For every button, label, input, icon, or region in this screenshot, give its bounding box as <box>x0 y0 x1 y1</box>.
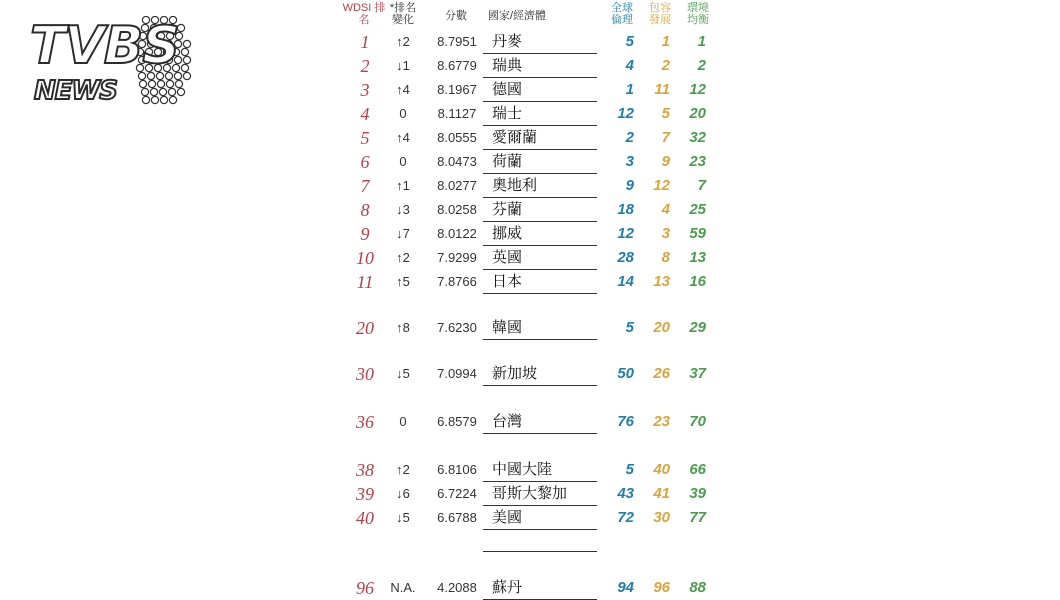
cell-inclusive: 26 <box>653 365 670 382</box>
cell-environment: 7 <box>697 177 706 194</box>
cell-global: 50 <box>617 365 634 382</box>
cell-rank: 2 <box>360 56 370 76</box>
cell-score: 6.8579 <box>437 414 477 429</box>
cell-environment: 29 <box>689 319 706 336</box>
cell-environment: 39 <box>689 485 706 502</box>
cell-environment: 2 <box>697 57 706 74</box>
table-row <box>0 30 1060 54</box>
cell-inclusive: 9 <box>661 153 670 170</box>
row-underline <box>483 529 597 530</box>
cell-rank: 5 <box>360 128 370 148</box>
cell-country: 英國 <box>492 249 523 266</box>
cell-change: ↓7 <box>396 226 410 241</box>
table-row <box>0 150 1060 174</box>
cell-inclusive: 13 <box>653 273 670 290</box>
cell-score: 7.8766 <box>437 274 477 289</box>
cell-environment: 25 <box>689 201 706 218</box>
cell-inclusive: 12 <box>653 177 670 194</box>
cell-global: 4 <box>625 57 634 74</box>
cell-rank: 20 <box>356 318 374 338</box>
table-row <box>0 482 1060 506</box>
cell-global: 9 <box>625 177 634 194</box>
cell-global: 1 <box>625 81 634 98</box>
table-row <box>0 362 1060 386</box>
cell-environment: 23 <box>689 153 706 170</box>
logo-line2: NEWS <box>34 76 117 106</box>
cell-global: 94 <box>617 579 634 596</box>
cell-score: 6.6788 <box>437 510 477 525</box>
cell-change: ↓5 <box>396 366 410 381</box>
table-row <box>0 246 1060 270</box>
cell-change: ↑5 <box>396 274 410 289</box>
cell-global: 14 <box>617 273 634 290</box>
cell-change: ↑1 <box>396 178 410 193</box>
cell-global: 5 <box>625 461 634 478</box>
cell-inclusive: 1 <box>661 33 670 50</box>
cell-change: ↑2 <box>396 462 410 477</box>
cell-environment: 1 <box>697 33 706 50</box>
row-underline <box>483 385 597 386</box>
cell-global: 12 <box>617 105 634 122</box>
cell-country: 瑞士 <box>492 105 523 122</box>
cell-rank: 96 <box>356 578 374 598</box>
cell-rank: 10 <box>356 248 374 268</box>
cell-environment: 59 <box>689 225 706 242</box>
cell-score: 8.6779 <box>437 58 477 73</box>
cell-score: 8.0555 <box>437 130 477 145</box>
cell-environment: 13 <box>689 249 706 266</box>
table-row <box>0 506 1060 530</box>
cell-score: 4.2088 <box>437 580 477 595</box>
cell-inclusive: 20 <box>653 319 670 336</box>
cell-rank: 8 <box>360 200 370 220</box>
cell-score: 6.8106 <box>437 462 477 477</box>
cell-rank: 9 <box>360 224 370 244</box>
cell-change: 0 <box>399 106 407 121</box>
cell-country: 台灣 <box>492 413 523 430</box>
cell-country: 日本 <box>492 273 523 290</box>
cell-country: 中國大陸 <box>492 461 553 478</box>
cell-inclusive: 41 <box>653 485 670 502</box>
cell-country: 丹麥 <box>492 33 523 50</box>
cell-rank: 7 <box>360 176 370 196</box>
table-row <box>0 198 1060 222</box>
blank-row-underline <box>483 551 597 552</box>
cell-country: 美國 <box>492 509 523 526</box>
cell-score: 6.7224 <box>437 486 477 501</box>
cell-score: 8.0258 <box>437 202 477 217</box>
cell-change: ↓3 <box>396 202 410 217</box>
cell-rank: 36 <box>356 412 374 432</box>
cell-rank: 6 <box>360 152 370 172</box>
cell-country: 瑞典 <box>492 57 523 74</box>
cell-global: 76 <box>617 413 634 430</box>
cell-country: 挪威 <box>492 225 523 242</box>
cell-change: ↓5 <box>396 510 410 525</box>
cell-change: ↑2 <box>396 250 410 265</box>
cell-rank: 1 <box>360 32 370 52</box>
cell-environment: 16 <box>689 273 706 290</box>
cell-change: ↑4 <box>396 130 410 145</box>
cell-global: 5 <box>625 319 634 336</box>
cell-rank: 38 <box>356 460 374 480</box>
cell-country: 奧地利 <box>492 177 538 194</box>
cell-environment: 32 <box>689 129 706 146</box>
cell-country: 哥斯大黎加 <box>492 485 568 502</box>
table-row <box>0 54 1060 78</box>
header-global: 全球 倫理 <box>611 2 633 26</box>
table-row <box>0 126 1060 150</box>
table-row <box>0 270 1060 294</box>
cell-inclusive: 4 <box>661 201 670 218</box>
cell-global: 2 <box>625 129 634 146</box>
cell-country: 德國 <box>492 81 523 98</box>
cell-score: 8.1127 <box>437 106 477 121</box>
cell-rank: 4 <box>360 104 370 124</box>
cell-environment: 12 <box>689 81 706 98</box>
cell-global: 43 <box>617 485 634 502</box>
cell-inclusive: 8 <box>661 249 670 266</box>
cell-score: 7.9299 <box>437 250 477 265</box>
cell-global: 12 <box>617 225 634 242</box>
header-rank: WDSI 排名 <box>342 2 386 26</box>
table-row <box>0 78 1060 102</box>
cell-global: 5 <box>625 33 634 50</box>
cell-country: 韓國 <box>492 319 523 336</box>
cell-rank: 39 <box>356 484 374 504</box>
row-underline <box>483 293 597 294</box>
header-change: *排名 變化 <box>389 2 417 26</box>
table-row <box>0 576 1060 600</box>
cell-score: 8.1967 <box>437 82 477 97</box>
cell-change: 0 <box>399 414 407 429</box>
cell-environment: 88 <box>689 579 706 596</box>
cell-inclusive: 5 <box>661 105 670 122</box>
table-row <box>0 316 1060 340</box>
cell-environment: 37 <box>689 365 706 382</box>
cell-score: 8.0277 <box>437 178 477 193</box>
cell-score: 8.0473 <box>437 154 477 169</box>
header-country: 國家/經濟體 <box>488 10 547 22</box>
cell-global: 28 <box>617 249 634 266</box>
cell-score: 8.7951 <box>437 34 477 49</box>
cell-global: 18 <box>617 201 634 218</box>
cell-inclusive: 3 <box>661 225 670 242</box>
cell-environment: 66 <box>689 461 706 478</box>
cell-score: 7.6230 <box>437 320 477 335</box>
cell-change: 0 <box>399 154 407 169</box>
header-score: 分數 <box>445 10 467 22</box>
table-row <box>0 410 1060 434</box>
cell-score: 7.0994 <box>437 366 477 381</box>
cell-rank: 40 <box>356 508 374 528</box>
table-row <box>0 102 1060 126</box>
cell-environment: 70 <box>689 413 706 430</box>
cell-inclusive: 23 <box>653 413 670 430</box>
cell-inclusive: 2 <box>661 57 670 74</box>
cell-change: ↓6 <box>396 486 410 501</box>
cell-environment: 77 <box>689 509 706 526</box>
cell-change: N.A. <box>390 580 416 595</box>
cell-rank: 11 <box>356 272 374 292</box>
table-row <box>0 458 1060 482</box>
cell-inclusive: 11 <box>654 81 670 98</box>
row-underline <box>483 339 597 340</box>
table-row <box>0 174 1060 198</box>
cell-change: ↑2 <box>396 34 410 49</box>
cell-country: 新加坡 <box>492 365 538 382</box>
row-underline <box>483 433 597 434</box>
cell-environment: 20 <box>689 105 706 122</box>
cell-rank: 3 <box>360 80 370 100</box>
table-row <box>0 222 1060 246</box>
cell-country: 蘇丹 <box>492 579 523 596</box>
cell-inclusive: 40 <box>653 461 670 478</box>
cell-country: 芬蘭 <box>492 201 523 218</box>
cell-change: ↓1 <box>396 58 410 73</box>
cell-inclusive: 7 <box>661 129 670 146</box>
cell-country: 愛爾蘭 <box>492 129 538 146</box>
cell-inclusive: 96 <box>653 579 670 596</box>
logo-line1: TVBS <box>30 16 179 76</box>
header-environment: 環境 均衡 <box>687 2 709 26</box>
cell-change: ↑8 <box>396 320 410 335</box>
cell-rank: 30 <box>356 364 374 384</box>
cell-inclusive: 30 <box>653 509 670 526</box>
header-inclusive: 包容 發展 <box>649 2 671 26</box>
cell-global: 72 <box>617 509 634 526</box>
cell-global: 3 <box>625 153 634 170</box>
cell-country: 荷蘭 <box>492 153 523 170</box>
cell-change: ↑4 <box>396 82 410 97</box>
cell-score: 8.0122 <box>437 226 477 241</box>
